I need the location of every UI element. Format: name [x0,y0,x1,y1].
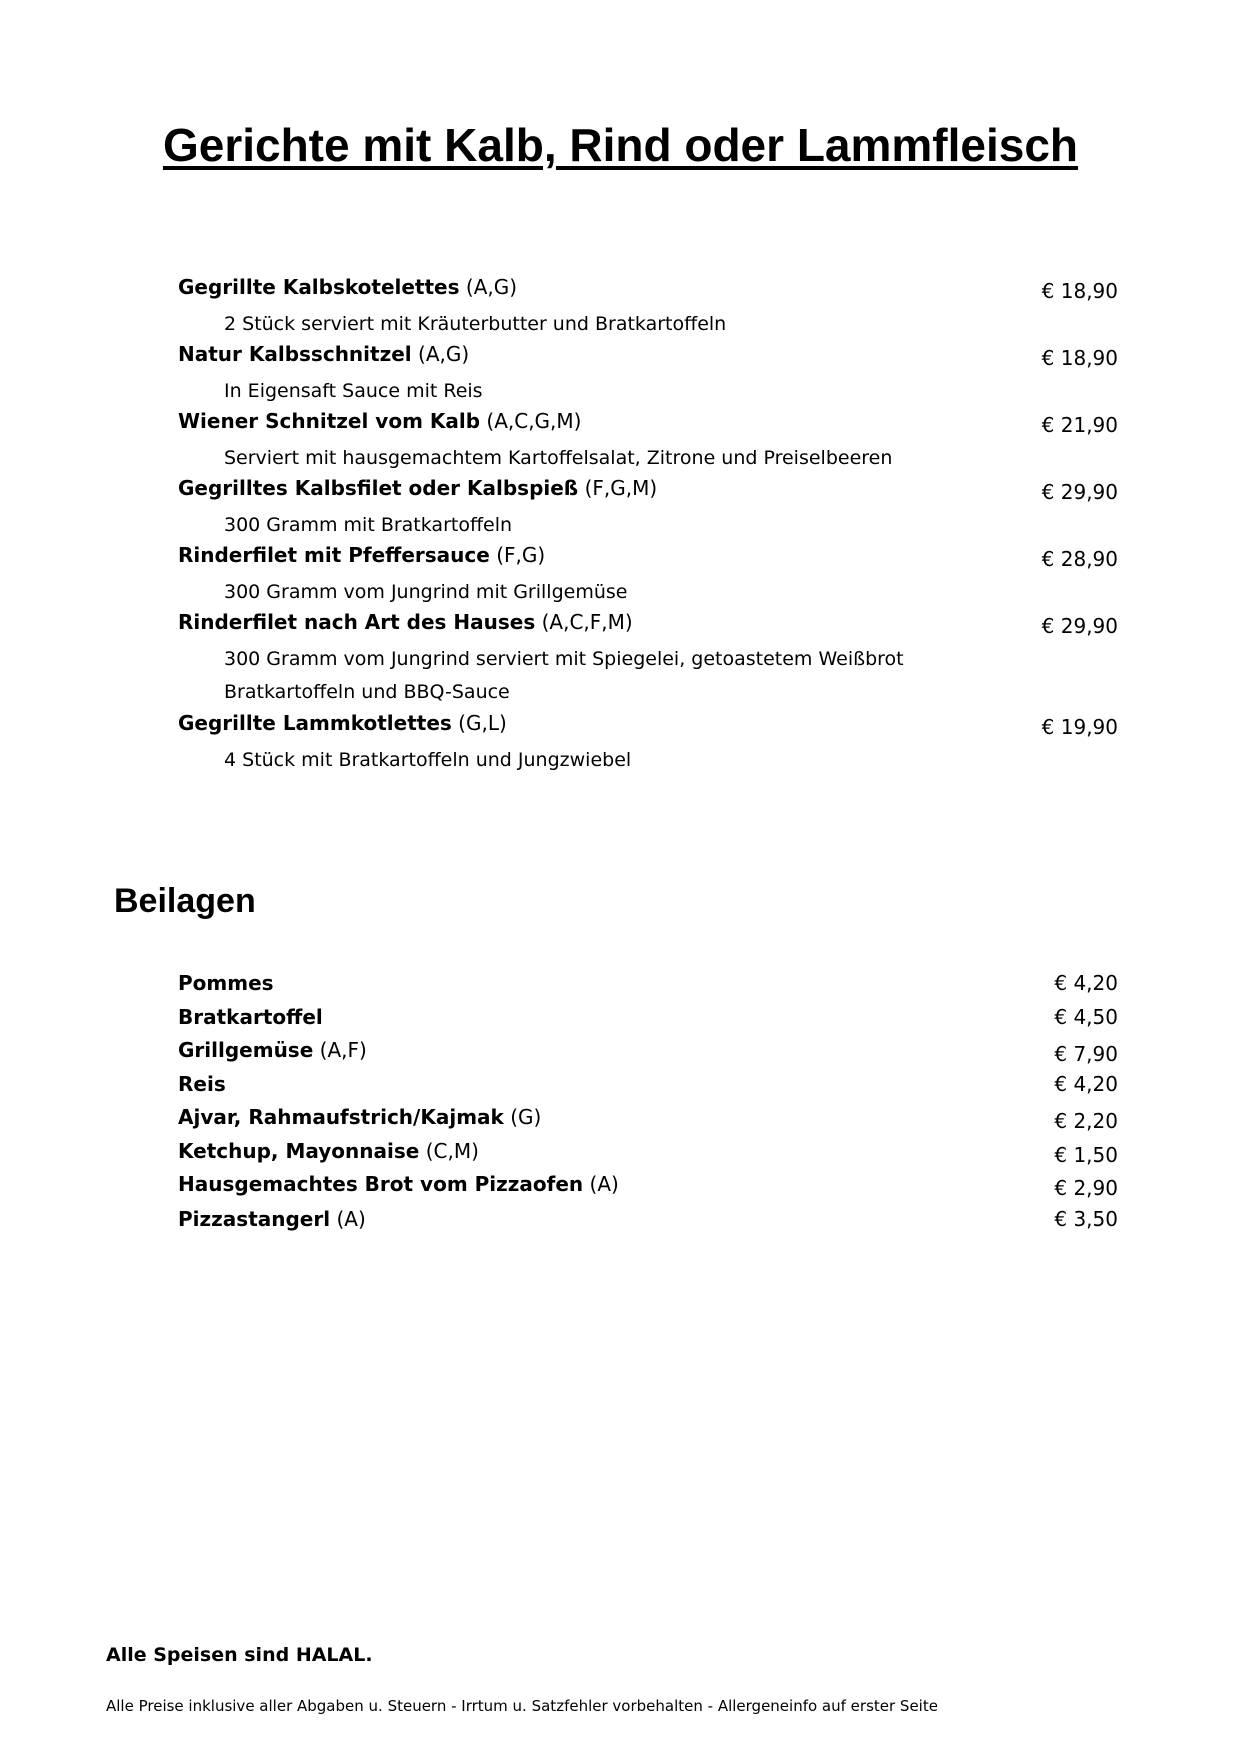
dish-description: In Eigensaft Sauce mit Reis [224,380,483,402]
side-item [178,1206,1118,1240]
dish-allergens: (A,C,G,M) [486,409,582,433]
side-item [178,1171,1118,1205]
dish-name-line [178,274,517,300]
dish-name: Gegrilltes Kalbsfilet oder Kalbspieß [178,476,579,500]
section-heading-beilagen: Beilagen [114,882,256,920]
dish-allergens: (A,G) [465,275,518,299]
side-item [178,1004,1118,1038]
dish-item [178,609,1118,643]
side-name-line [178,1037,367,1063]
side-allergens: (C,M) [425,1139,479,1163]
side-price: € 3,50 [1054,1207,1118,1231]
side-price: € 2,90 [1054,1176,1118,1200]
side-name-line [178,1206,366,1232]
side-item [178,970,1118,1004]
side-name: Reis [178,1072,226,1096]
side-name: Grillgemüse [178,1038,314,1062]
dish-name: Wiener Schnitzel vom Kalb [178,409,481,433]
dish-name: Natur Kalbsschnitzel [178,342,412,366]
dish-allergens: (A,G) [418,342,470,366]
side-name-line [178,970,274,996]
side-name-line [178,1071,226,1097]
side-name-line [178,1004,323,1030]
dish-description: Bratkartoffeln und BBQ-Sauce [224,681,510,703]
side-name: Ketchup, Mayonnaise [178,1139,420,1163]
side-name: Bratkartoffel [178,1005,323,1029]
dish-name: Gegrillte Kalbskotelettes [178,275,460,299]
dish-description: Serviert mit hausgemachtem Kartoffelsalat, Zitrone und Preiselbeeren [224,447,893,469]
dish-allergens: (F,G,M) [584,476,658,500]
dish-price: € 18,90 [1041,279,1118,303]
dish-name: Rinderfilet nach Art des Hauses [178,610,536,634]
dish-item [178,542,1118,576]
dish-name: Gegrillte Lammkotlettes [178,711,452,735]
dish-description: 300 Gramm vom Jungrind serviert mit Spiegelei, getoastetem Weißbrot [224,648,904,670]
dish-description: 300 Gramm mit Bratkartoffeln [224,514,513,536]
dish-price: € 19,90 [1041,715,1118,739]
dish-price: € 29,90 [1041,614,1118,638]
dish-allergens: (A,C,F,M) [541,610,633,634]
dish-price: € 29,90 [1041,480,1118,504]
side-name: Hausgemachtes Brot vom Pizzaofen [178,1172,584,1196]
dish-item [178,475,1118,509]
side-name-line [178,1104,541,1130]
halal-note: Alle Speisen sind HALAL. [106,1644,373,1666]
footer-note: Alle Preise inklusive aller Abgaben u. Steuern - Irrtum u. Satzfehler vorbehalten - Allergeneinfo auf erster Seite [106,1697,938,1715]
side-name: Pommes [178,971,274,995]
dish-item [178,274,1118,308]
side-allergens: (G) [510,1105,542,1129]
dish-description: 300 Gramm vom Jungrind mit Grillgemüse [224,581,628,603]
dish-item [178,710,1118,744]
side-allergens: (A) [589,1172,619,1196]
page-title: Gerichte mit Kalb, Rind oder Lammfleisch [162,119,1079,171]
dish-item [178,341,1118,375]
side-name: Pizzastangerl [178,1207,331,1231]
side-item [178,1104,1118,1138]
dish-item [178,408,1118,442]
side-item [178,1138,1118,1172]
side-allergens: (A) [336,1207,366,1231]
dish-price: € 18,90 [1041,346,1118,370]
side-price: € 7,90 [1054,1042,1118,1066]
dish-name: Rinderfilet mit Pfeffersauce [178,543,490,567]
side-item [178,1037,1118,1071]
dish-name-line [178,710,507,736]
side-price: € 4,20 [1054,1072,1118,1096]
side-name-line [178,1171,619,1197]
dish-allergens: (F,G) [496,543,546,567]
dish-name-line [178,542,545,568]
dish-name-line [178,341,469,367]
dish-description: 2 Stück serviert mit Kräuterbutter und Bratkartoffeln [224,313,727,335]
side-price: € 4,20 [1054,971,1118,995]
dish-price: € 28,90 [1041,547,1118,571]
side-allergens: (A,F) [319,1038,367,1062]
side-price: € 1,50 [1054,1143,1118,1167]
side-item [178,1071,1118,1105]
dish-name-line [178,609,633,635]
dish-name-line [178,475,657,501]
dish-name-line [178,408,581,434]
dish-description: 4 Stück mit Bratkartoffeln und Jungzwiebel [224,749,632,771]
side-price: € 4,50 [1054,1005,1118,1029]
dish-price: € 21,90 [1041,413,1118,437]
side-name-line [178,1138,479,1164]
side-name: Ajvar, Rahmaufstrich/Kajmak [178,1105,504,1129]
dish-allergens: (G,L) [458,711,507,735]
side-price: € 2,20 [1054,1109,1118,1133]
